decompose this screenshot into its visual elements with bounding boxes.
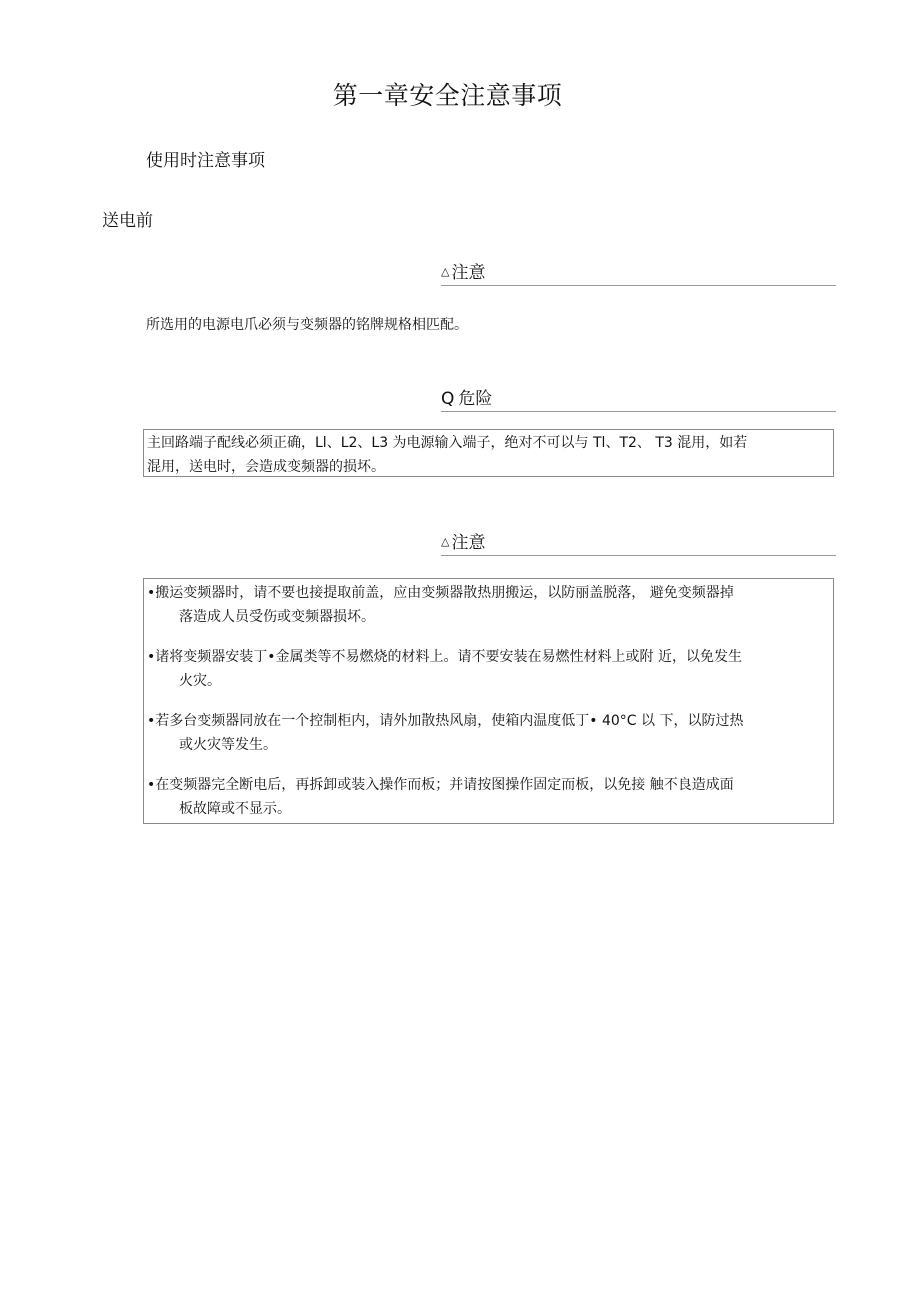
- notice-label: 注意: [451, 533, 486, 553]
- list-item-line: •搬运变频器时，请不要也接提取前盖，应由变频器散热朋搬运，以防丽盖脱落， 避免变频器掉: [147, 585, 734, 601]
- danger-label: 危险: [458, 389, 493, 409]
- notice-heading-1: [441, 258, 836, 286]
- notice-label: 注意: [451, 263, 486, 283]
- notice-heading-2: [441, 528, 836, 556]
- notice-text-1: 所选用的电源电爪必须与变频器的铭牌规格相匹配。: [146, 317, 468, 333]
- page-title: 第一章安全注意事项: [332, 81, 563, 110]
- list-item-line: •诸将变频器安装丁•金属类等不易燃烧的材料上。请不要安装在易燃性材料上或附 近，以免发生: [147, 649, 742, 665]
- danger-box: [143, 429, 834, 477]
- list-item: [147, 773, 829, 821]
- warning-triangle-icon: △: [441, 535, 450, 548]
- danger-text-line-2: 混用，送电时，会造成变频器的损坏。: [147, 459, 385, 475]
- subsection-heading: 使用时注意事项: [146, 151, 265, 171]
- list-item-line: 落造成人员受伤或变频器损坏。: [179, 609, 375, 625]
- section-heading: 送电前: [102, 211, 153, 231]
- danger-text-line-1: 主回路端子配线必须正确，Ll、L2、L3 为电源输入端子，绝对不可以与 Tl、T2、 T3 混用，如若: [147, 435, 748, 451]
- notice-box: [143, 578, 834, 824]
- warning-triangle-icon: △: [441, 265, 450, 278]
- list-item: [147, 645, 829, 693]
- danger-icon: Q: [441, 389, 455, 409]
- danger-heading: [441, 384, 836, 412]
- list-item-line: 火灾。: [179, 673, 221, 689]
- list-item-line: 或火灾等发生。: [179, 737, 277, 753]
- list-item-line: •在变频器完全断电后，再拆卸或装入操作而板；并请按图操作固定而板，以免接 触不良造成面: [147, 777, 734, 793]
- list-item-line: 板故障或不显示。: [179, 801, 291, 817]
- list-item-line: •若多台变频器同放在一个控制柜内，请外加散热风扇，使箱内温度低丁• 40°C 以 下，以防过热: [147, 713, 744, 729]
- list-item: [147, 581, 829, 629]
- list-item: [147, 709, 829, 757]
